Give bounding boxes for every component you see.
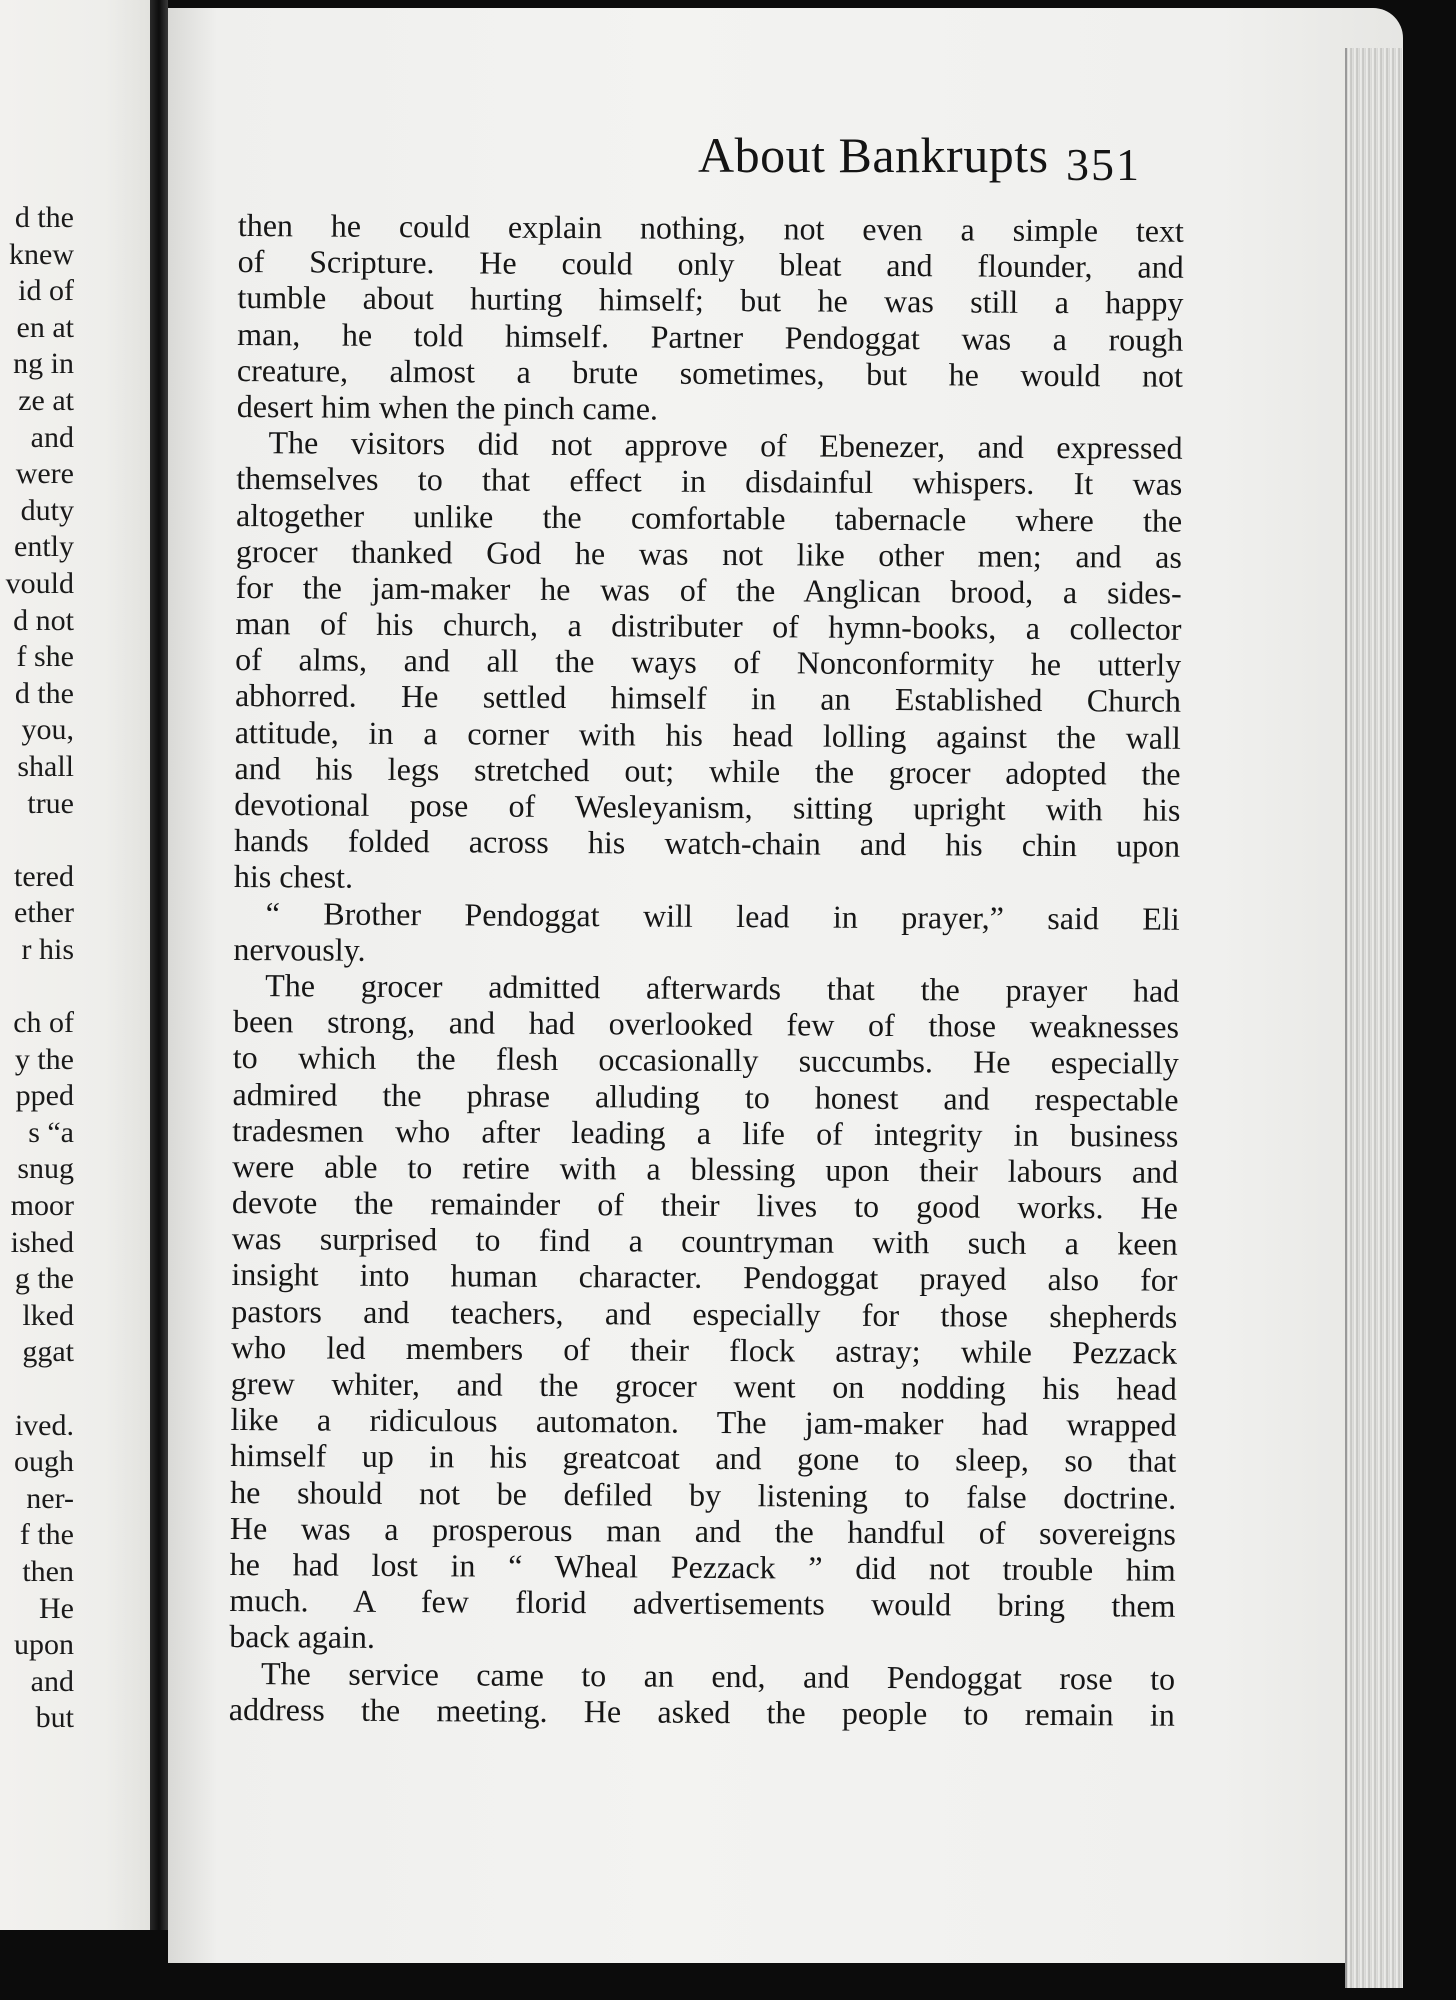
left-text-fragment: id of — [18, 274, 74, 308]
left-text-fragment: ether — [14, 896, 74, 930]
left-text-fragment: lked — [22, 1298, 74, 1332]
left-text-fragment: f the — [19, 1518, 74, 1552]
left-text-fragment: r his — [21, 932, 74, 966]
text-line: creature, almost a brute sometimes, but he would not — [236, 351, 1184, 394]
left-text-fragment: s “a — [28, 1115, 74, 1149]
text-line: back again. — [229, 1618, 376, 1656]
text-line: He was a prosperous man and the handful of sovereigns — [229, 1509, 1177, 1552]
left-text-fragment: en at — [16, 310, 74, 344]
left-text-fragment: ough — [14, 1445, 74, 1479]
text-line: and his legs stretched out; while the grocer adopted the — [234, 749, 1181, 792]
book-gutter — [150, 0, 168, 1930]
text-line: much. A few florid advertisements would bring them — [229, 1582, 1176, 1624]
left-text-fragment: snug — [17, 1152, 74, 1186]
running-title: About Bankrupts — [698, 127, 1049, 183]
page-number: 351 — [1066, 139, 1141, 190]
left-text-fragment: ze at — [18, 383, 74, 417]
left-text-fragment: upon — [14, 1628, 74, 1662]
left-text-fragment: and — [30, 420, 74, 454]
left-text-fragment: d the — [14, 676, 74, 710]
left-text-fragment: you, — [21, 713, 74, 747]
left-text-fragment: duty — [20, 493, 74, 527]
left-text-fragment: g the — [14, 1262, 74, 1296]
text-line: grocer thanked God he was not like other men; and as — [235, 532, 1182, 575]
text-line: of Scripture. He could only bleat and flounder, and — [237, 243, 1184, 285]
left-text-fragment: ently — [14, 530, 74, 564]
left-text-fragment: knew — [9, 237, 74, 271]
text-line: admired the phrase alluding to honest and respectable — [232, 1075, 1179, 1118]
left-text-fragment: f she — [16, 640, 74, 674]
text-line: The service came to an end, and Pendoggat rose to — [260, 1654, 1176, 1697]
left-page — [0, 0, 150, 1930]
left-text-fragment: ived. — [14, 1408, 74, 1442]
text-line: like a ridiculous automaton. The jam-maker had wrapped — [230, 1401, 1177, 1443]
left-text-fragment: y the — [14, 1042, 74, 1076]
text-line: he had lost in “ Wheal Pezzack ” did not trouble him — [229, 1545, 1176, 1588]
text-line: address the meeting. He asked the people to remain in — [228, 1690, 1175, 1733]
text-line: abhorred. He settled himself in an Established Church — [234, 677, 1182, 720]
text-line: The grocer admitted afterwards that the prayer had — [265, 967, 1180, 1009]
left-text-fragment: then — [22, 1554, 74, 1588]
text-line: to which the flesh occasionally succumbs. He especially — [232, 1039, 1179, 1082]
body-text — [229, 207, 1184, 1733]
text-line: hands folded across his watch-chain and his chin upon — [234, 822, 1181, 864]
text-line: devotional pose of Wesleyanism, sitting upright with his — [234, 785, 1181, 828]
text-line: then he could explain nothing, not even a simple text — [237, 207, 1184, 249]
text-line: pastors and teachers, and especially for those shepherds — [231, 1292, 1178, 1335]
left-text-fragment — [0, 1371, 74, 1408]
left-text-fragment: ng in — [13, 347, 74, 381]
text-line: “ Brother Pendoggat will lead in prayer,” said Eli — [265, 894, 1180, 937]
left-text-fragment — [0, 822, 74, 859]
text-line: who led members of their flock astray; while Pezzack — [230, 1328, 1178, 1371]
text-line: desert him when the pinch came. — [236, 387, 659, 427]
text-line: was surprised to find a countryman with such a keen — [231, 1220, 1178, 1263]
left-text-fragment — [0, 968, 74, 1005]
left-text-fragment: vould — [5, 566, 74, 600]
text-line: man, he told himself. Partner Pendoggat was a rough — [237, 315, 1184, 358]
text-line: insight into human character. Pendoggat prayed also for — [231, 1256, 1178, 1299]
text-line: of alms, and all the ways of Nonconformity he utterly — [235, 641, 1182, 684]
left-text-fragment: ished — [10, 1225, 74, 1259]
left-text-fragment: He — [39, 1591, 74, 1625]
left-page-text-fragments — [0, 200, 74, 1737]
left-text-fragment: moor — [10, 1189, 74, 1223]
text-line: altogether unlike the comfortable tabernacle where the — [236, 496, 1183, 539]
left-text-fragment: d not — [13, 603, 74, 637]
page-edges — [1345, 48, 1403, 1988]
left-text-fragment: d the — [14, 201, 74, 234]
text-line: attitude, in a corner with his head lolling against the wall — [234, 713, 1181, 756]
text-line: he should not be defiled by listening to false doctrine. — [230, 1473, 1177, 1516]
left-text-fragment: were — [15, 457, 74, 491]
page-header — [698, 126, 1141, 190]
text-line: were able to retire with a blessing upon their labours and — [232, 1147, 1179, 1190]
left-text-fragment: true — [27, 786, 74, 820]
text-line: grew whiter, and the grocer went on nodding his head — [230, 1364, 1177, 1407]
text-line: themselves to that effect in disdainful whispers. It was — [236, 460, 1183, 503]
text-line: himself up in his greatcoat and gone to sleep, so that — [230, 1437, 1177, 1480]
text-line: The visitors did not approve of Ebenezer, and expressed — [268, 424, 1183, 466]
left-text-fragment: ner- — [26, 1481, 74, 1515]
text-line: been strong, and had overlooked few of those weaknesses — [232, 1003, 1180, 1045]
left-text-fragment: but — [35, 1701, 74, 1735]
left-text-fragment: ggat — [22, 1335, 74, 1369]
text-line: tumble about hurting himself; but he was still a happy — [237, 279, 1184, 322]
left-text-fragment: and — [30, 1664, 74, 1698]
text-line: his chest. — [233, 858, 354, 896]
text-line: tradesmen who after leading a life of integrity in business — [232, 1111, 1179, 1154]
left-text-fragment: ch of — [13, 1006, 74, 1040]
text-line: devote the remainder of their lives to good works. He — [231, 1184, 1179, 1226]
text-line: nervously. — [233, 930, 366, 968]
left-text-fragment: shall — [17, 749, 74, 783]
left-text-fragment: pped — [15, 1079, 74, 1113]
text-line: man of his church, a distributer of hymn-books, a collector — [235, 605, 1182, 647]
text-line: for the jam-maker he was of the Anglican brood, a sides- — [235, 568, 1182, 611]
left-text-fragment: tered — [14, 859, 74, 893]
